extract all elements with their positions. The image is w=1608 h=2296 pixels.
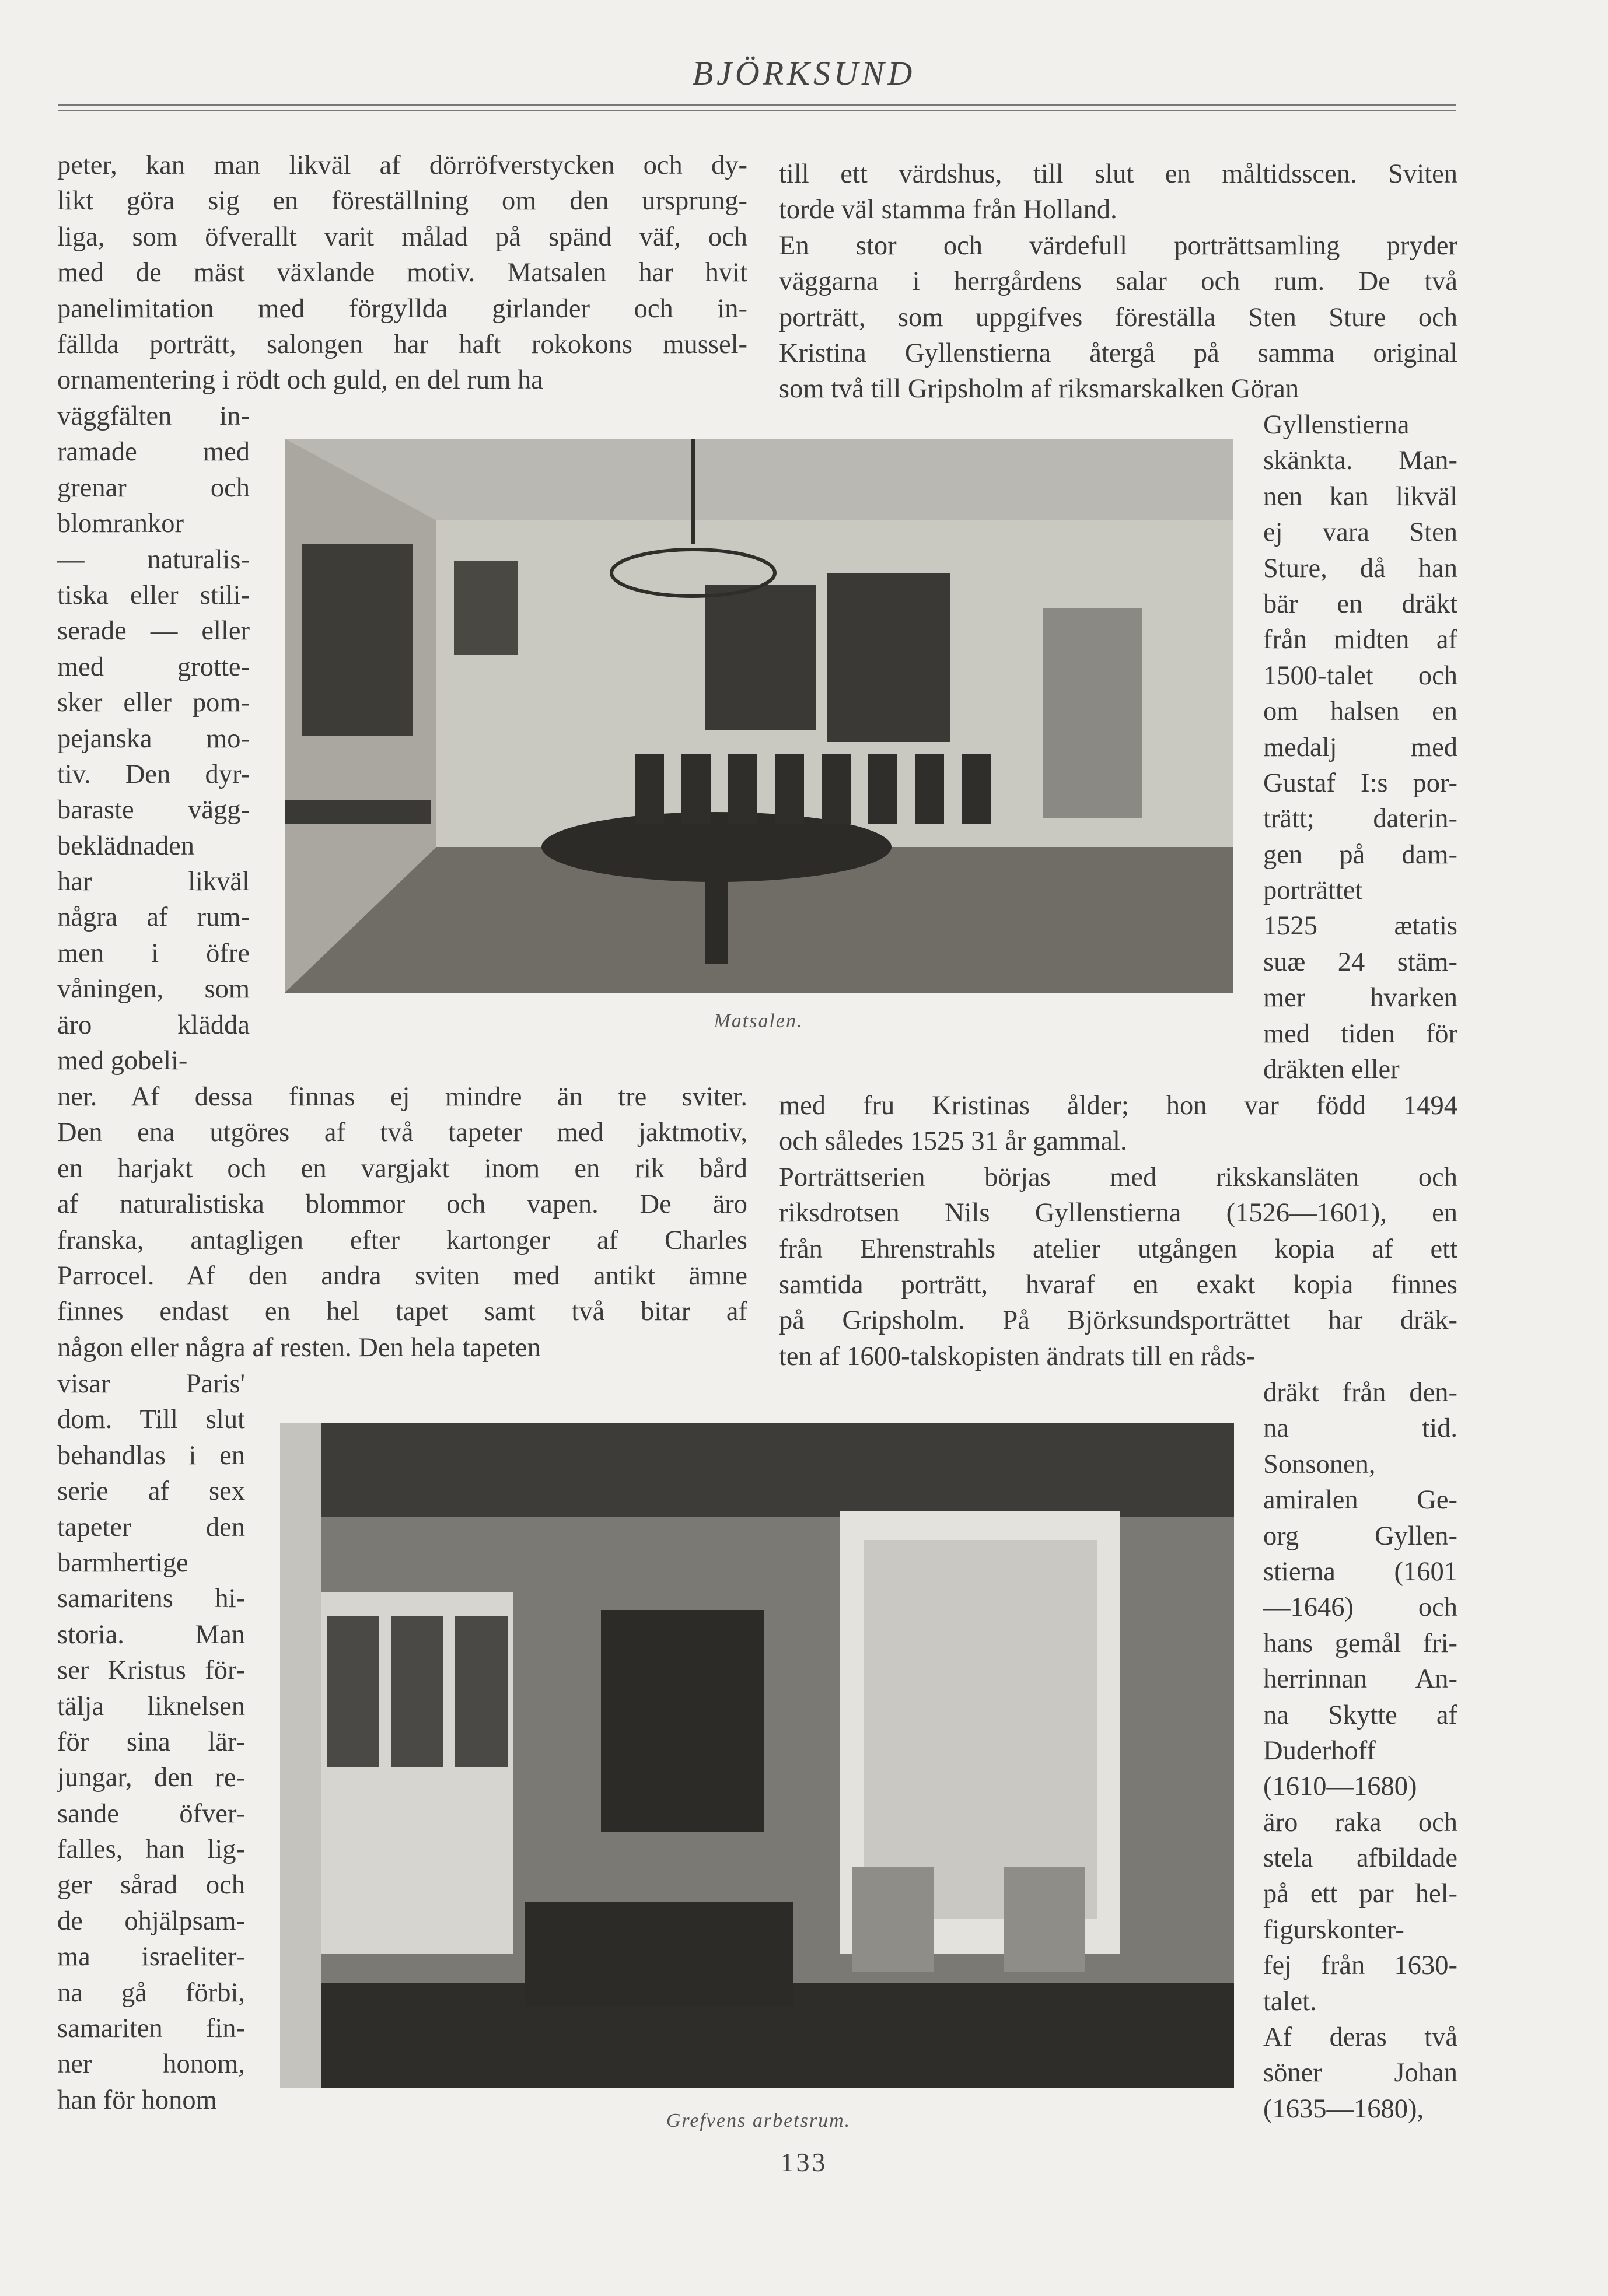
text-line: Af deras två: [1263, 2022, 1457, 2053]
header-rule-thin: [58, 110, 1456, 111]
text-line: finnes endast en hel tapet samt två bitar af: [57, 1297, 747, 1327]
text-line: och således 1525 31 år gammal.: [779, 1126, 1127, 1157]
text-line: tiv. Den dyr-: [57, 759, 250, 789]
text-line: ornamentering i rödt och guld, en del rum ha: [57, 365, 543, 396]
text-line: till ett värdshus, till slut en måltidsscen. Sviten: [779, 159, 1457, 189]
text-line: dom. Till slut: [57, 1405, 245, 1435]
text-line: dräkten eller: [1263, 1055, 1400, 1085]
text-line: äro raka och: [1263, 1807, 1457, 1838]
text-line: med de mäst växlande motiv. Matsalen har hvit: [57, 258, 747, 288]
text-line: herrinnan An-: [1263, 1664, 1457, 1695]
text-line: stela afbildade: [1263, 1843, 1457, 1874]
text-line: serie af sex: [57, 1476, 245, 1507]
text-line: med fru Kristinas ålder; hon var född 1494: [779, 1091, 1457, 1121]
text-line: franska, antagligen efter kartonger af Charles: [57, 1225, 747, 1255]
text-line: jungar, den re-: [57, 1763, 245, 1793]
text-line: sande öfver-: [57, 1798, 245, 1829]
text-line: våningen, som: [57, 974, 250, 1005]
text-line: Parrocel. Af den andra sviten med antikt ämne: [57, 1261, 747, 1291]
text-line: tälja liknelsen: [57, 1691, 245, 1721]
text-line: gen på dam-: [1263, 839, 1457, 870]
dining-room-photo: [285, 439, 1233, 993]
text-line: grenar och: [57, 473, 250, 503]
text-line: skänkta. Man-: [1263, 446, 1457, 476]
text-line: äro klädda: [57, 1010, 250, 1040]
text-line: porträttet: [1263, 876, 1363, 906]
text-line: Den ena utgöres af två tapeter med jaktmotiv,: [57, 1118, 747, 1148]
text-line: Sonsonen,: [1263, 1449, 1376, 1479]
text-line: men i öfre: [57, 938, 250, 968]
text-line: ner honom,: [57, 2049, 245, 2080]
text-line: figurskonter-: [1263, 1915, 1404, 1945]
text-line: ner. Af dessa finnas ej mindre än tre sviter.: [57, 1082, 747, 1112]
text-line: tiska eller stili-: [57, 580, 250, 610]
text-line: Gustaf I:s por-: [1263, 768, 1457, 798]
right-column-middle: [779, 1088, 1457, 1374]
text-line: liga, som öfverallt varit målad på spänd väf, och: [57, 222, 747, 252]
text-line: fällda porträtt, salongen har haft rokokons mussel-: [57, 329, 747, 359]
text-line: baraste vägg-: [57, 795, 250, 825]
text-line: väggarna i herrgårdens salar och rum. De två: [779, 267, 1457, 297]
right-column-wrap-2: [1263, 1375, 1457, 2127]
text-line: fej från 1630-: [1263, 1951, 1457, 1981]
text-line: trätt; daterin-: [1263, 804, 1457, 834]
text-line: han för honom: [57, 2085, 217, 2115]
text-line: pejanska mo-: [57, 723, 250, 754]
text-line: amiralen Ge-: [1263, 1485, 1457, 1516]
text-line: likt göra sig en föreställning om den ursprung-: [57, 186, 747, 216]
study-room-photo: [280, 1423, 1234, 2088]
text-line: ger sårad och: [57, 1870, 245, 1901]
text-line: beklädnaden: [57, 831, 194, 861]
text-line: riksdrotsen Nils Gyllenstierna (1526—1601), en: [779, 1198, 1457, 1228]
right-column-wrap-1: [1263, 407, 1457, 1087]
dining-room-caption: Matsalen.: [714, 1010, 803, 1032]
text-line: serade — eller: [57, 616, 250, 646]
left-column-middle: [57, 1079, 747, 1366]
text-line: någon eller några af resten. Den hela tapeten: [57, 1332, 541, 1363]
text-line: ma israeliter-: [57, 1942, 245, 1972]
text-line: tapeter den: [57, 1512, 245, 1542]
text-line: porträtt, som uppgifves föreställa Sten Sture och: [779, 302, 1457, 332]
text-line: —1646) och: [1263, 1592, 1457, 1623]
text-line: mer hvarken: [1263, 983, 1457, 1013]
text-line: storia. Man: [57, 1619, 245, 1650]
text-line: blomrankor: [57, 509, 184, 539]
text-line: en harjakt och en vargjakt inom en rik bård: [57, 1153, 747, 1184]
text-line: ramade med: [57, 437, 250, 467]
text-line: ser Kristus för-: [57, 1656, 245, 1686]
text-line: talet.: [1263, 1986, 1317, 2017]
text-line: från midten af: [1263, 625, 1457, 655]
text-line: ej vara Sten: [1263, 517, 1457, 548]
text-line: nen kan likväl: [1263, 481, 1457, 512]
text-line: barmhertige: [57, 1548, 188, 1578]
text-line: panelimitation med förgyllda girlander och in-: [57, 293, 747, 324]
text-line: ten af 1600-talskopisten ändrats till en råds-: [779, 1341, 1256, 1371]
text-line: Kristina Gyllenstierna återgå på samma original: [779, 338, 1457, 368]
dining-room-photo-drawing: [285, 439, 1233, 993]
running-head: BJÖRKSUND: [692, 54, 916, 92]
text-line: med gobeli-: [57, 1046, 188, 1076]
text-line: har likväl: [57, 867, 250, 897]
header-rule: [58, 104, 1456, 106]
text-line: na Skytte af: [1263, 1700, 1457, 1730]
text-line: na tid.: [1263, 1413, 1457, 1444]
text-line: peter, kan man likväl af dörröfverstycken och dy-: [57, 150, 747, 180]
text-line: bär en dräkt: [1263, 589, 1457, 619]
text-line: — naturalis-: [57, 544, 250, 575]
text-line: de ohjälpsam-: [57, 1906, 245, 1936]
text-line: samaritens hi-: [57, 1584, 245, 1614]
text-line: från Ehrenstrahls atelier utgången kopia af ett: [779, 1234, 1457, 1264]
text-line: 1500-talet och: [1263, 660, 1457, 691]
text-line: samariten fin-: [57, 2014, 245, 2044]
text-line: några af rum-: [57, 902, 250, 933]
text-line: söner Johan: [1263, 2058, 1457, 2088]
text-line: Porträttserien börjas med rikskansläten och: [779, 1162, 1457, 1192]
text-line: med grotte-: [57, 652, 250, 682]
text-line: sker eller pom-: [57, 688, 250, 718]
text-line: suæ 24 stäm-: [1263, 947, 1457, 977]
text-line: med tiden för: [1263, 1019, 1457, 1049]
text-line: väggfälten in-: [57, 401, 250, 431]
text-line: (1610—1680): [1263, 1772, 1417, 1802]
text-line: behandlas i en: [57, 1440, 245, 1471]
left-column-top: [57, 148, 747, 398]
text-line: En stor och värdefull porträttsamling pryder: [779, 230, 1457, 261]
text-line: torde väl stamma från Holland.: [779, 195, 1117, 225]
text-line: på ett par hel-: [1263, 1879, 1457, 1909]
text-line: som två till Gripsholm af riksmarskalken Göran: [779, 374, 1299, 404]
text-line: dräkt från den-: [1263, 1378, 1457, 1408]
text-line: samtida porträtt, hvaraf en exakt kopia finnes: [779, 1269, 1457, 1300]
text-line: af naturalistiska blommor och vapen. De äro: [57, 1189, 747, 1220]
right-column-top: [779, 156, 1457, 407]
text-line: org Gyllen-: [1263, 1521, 1457, 1551]
text-line: hans gemål fri-: [1263, 1628, 1457, 1658]
text-line: Sture, då han: [1263, 553, 1457, 583]
study-room-photo-drawing: [280, 1423, 1234, 2088]
study-room-caption: Grefvens arbetsrum.: [666, 2110, 851, 2132]
text-line: visar Paris': [57, 1369, 245, 1399]
text-line: medalj med: [1263, 732, 1457, 762]
text-line: om halsen en: [1263, 696, 1457, 727]
left-column-wrap-1: [57, 398, 250, 1079]
text-line: på Gripsholm. På Björksundsporträttet har dräk-: [779, 1306, 1457, 1336]
text-line: 1525 ætatis: [1263, 911, 1457, 942]
text-line: för sina lär-: [57, 1727, 245, 1757]
text-line: na gå förbi,: [57, 1978, 245, 2008]
text-line: (1635—1680),: [1263, 2094, 1424, 2124]
left-column-wrap-2: [57, 1366, 245, 2118]
text-line: stierna (1601: [1263, 1556, 1457, 1587]
text-line: Gyllenstierna: [1263, 410, 1410, 440]
text-line: Duderhoff: [1263, 1735, 1376, 1766]
text-line: falles, han lig-: [57, 1835, 245, 1865]
page-number: 133: [780, 2147, 828, 2177]
